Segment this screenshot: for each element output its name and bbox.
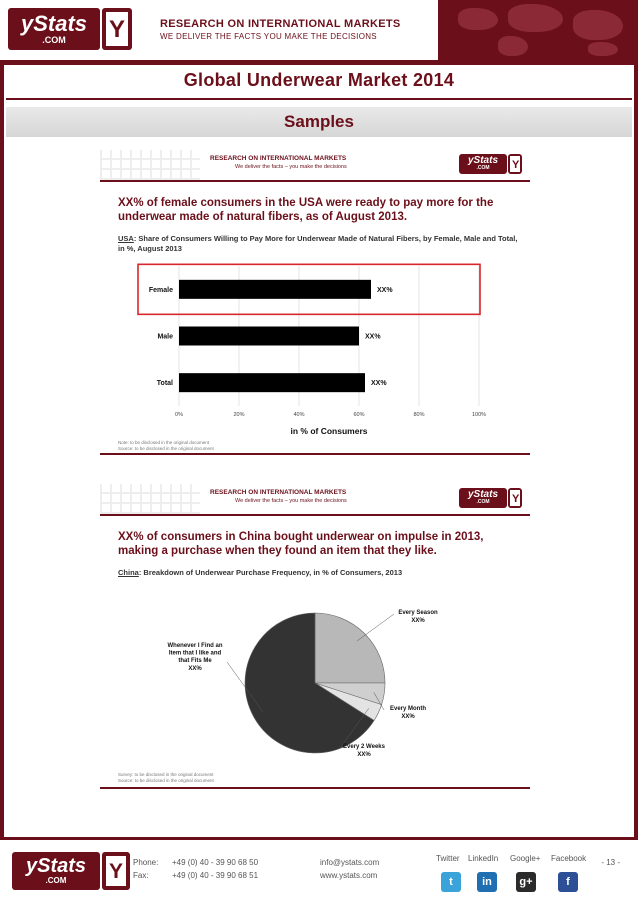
slide-header [100, 150, 530, 180]
facebook-label: Facebook [551, 854, 587, 863]
fax-number: +49 (0) 40 - 39 90 68 51 [172, 871, 259, 880]
x-tick-label: 80% [413, 412, 425, 418]
pie-chart [100, 592, 530, 772]
slide-title: XX% of consumers in China bought underwear on impulse in 2013, making a purchase when they found an item that they like. [118, 531, 484, 558]
bar [179, 327, 359, 346]
linkedin-icon[interactable]: in [477, 872, 497, 892]
slice-value-label: XX% [411, 618, 425, 624]
slide-subtitle [118, 234, 518, 254]
x-tick-label: 100% [471, 412, 487, 418]
bar [179, 373, 365, 392]
sample-slide-1 [100, 150, 530, 455]
footer-logo-y: Y [106, 856, 126, 886]
survey-line: Survey: to be disclosed in the original document [118, 772, 214, 777]
slide-subtitle-country: USA [118, 234, 134, 243]
slice-category-label: Item that I like and [168, 650, 222, 657]
section-title: Samples [284, 112, 354, 131]
note-line: Note: to be disclosed in the original document [118, 440, 210, 445]
slide-subtitle-country: China [118, 568, 139, 577]
leader-line [357, 614, 394, 641]
slice-category-label: Whenever I Find an [167, 643, 223, 649]
x-axis-label: in % of Consumers [290, 426, 368, 436]
slide-subtitle [118, 568, 518, 578]
fax-label: Fax: [133, 871, 149, 880]
source-line: Source: to be disclosed in the original document [118, 778, 214, 784]
slice-value-label: XX% [401, 714, 415, 720]
page-title: Global Underwear Market 2014 [183, 70, 455, 90]
footer-logo[interactable] [12, 852, 130, 890]
x-tick-label: 0% [175, 412, 183, 418]
logo-y-mark: Y [106, 12, 128, 46]
data-label: XX% [365, 333, 381, 341]
x-tick-label: 40% [293, 412, 305, 418]
category-label: Female [148, 286, 173, 294]
footer-logo-com: .COM [45, 876, 67, 885]
ystats-logo[interactable] [8, 8, 132, 50]
slide-header-main: RESEARCH ON INTERNATIONAL MARKETS [210, 489, 347, 496]
page-header [0, 0, 638, 60]
slide-header-main: RESEARCH ON INTERNATIONAL MARKETS [210, 155, 347, 162]
category-label: Total [156, 380, 173, 388]
slice-value-label: XX% [357, 752, 371, 758]
twitter-label: Twitter [436, 854, 460, 863]
page-footer [0, 840, 638, 903]
slide-logo-com: .COM [476, 165, 490, 171]
email-link[interactable]: info@ystats.com [320, 858, 380, 867]
category-label: Male [157, 333, 173, 341]
pie-slice [315, 613, 385, 683]
slice-value-label: XX% [188, 666, 202, 672]
source-line: Source: to be disclosed in the original document [118, 446, 214, 452]
googleplus-label: Google+ [510, 854, 541, 863]
slide-bottom-line [100, 787, 530, 789]
logo-com: .COM [42, 35, 66, 45]
world-map-decoration [438, 0, 638, 60]
twitter-icon[interactable]: t [441, 872, 461, 892]
slide-header [100, 484, 530, 514]
slide-bottom-line [100, 453, 530, 455]
slide-note [118, 772, 214, 784]
slide-header-sub: We deliver the facts – you make the decisions [235, 164, 347, 170]
slide-header-divider [100, 180, 530, 182]
googleplus-icon[interactable]: g+ [516, 872, 536, 892]
slide-logo-y: Y [510, 156, 520, 172]
sample-slide-2 [100, 484, 530, 789]
slide-title: XX% of female consumers in the USA were ready to pay more for the underwear made of natural fibers, as of August 2013. [118, 197, 494, 224]
slide-logo-y: Y [510, 490, 520, 506]
slice-category-label: Every Month [389, 706, 427, 712]
slide-note [118, 440, 214, 452]
bar [179, 280, 371, 299]
slide-logo [459, 154, 522, 174]
linkedin-label: LinkedIn [468, 854, 499, 863]
slide-header-divider [100, 514, 530, 516]
slice-category-label: that Fits Me [178, 658, 212, 664]
slide-subtitle-text: : Share of Consumers Willing to Pay More for Underwear Made of Natural Fibers, by Female, Male and Total, in %, August 2013 [118, 234, 518, 253]
slice-category-label: Every Season [398, 610, 438, 616]
slide-logo-text: yStats [467, 489, 498, 500]
website-link[interactable]: www.ystats.com [320, 871, 378, 880]
slice-category-label: Every 2 Weeks [343, 744, 385, 750]
data-label: XX% [371, 380, 387, 388]
x-tick-label: 20% [233, 412, 245, 418]
slide-logo [459, 488, 522, 508]
page-number: - 13 - [601, 858, 620, 867]
facebook-icon[interactable]: f [558, 872, 578, 892]
globe-decoration [100, 150, 200, 180]
slide-logo-text: yStats [467, 155, 498, 166]
title-underline [6, 98, 632, 100]
slide-header-sub: We deliver the facts – you make the decisions [235, 498, 347, 504]
phone-number[interactable]: +49 (0) 40 - 39 90 68 50 [172, 858, 259, 867]
header-tagline-sub: WE DELIVER THE FACTS YOU MAKE THE DECISIONS [160, 32, 377, 41]
x-tick-label: 60% [353, 412, 365, 418]
bar-chart [100, 258, 530, 438]
phone-label: Phone: [133, 858, 159, 867]
footer-logo-text: yStats [25, 855, 87, 877]
globe-decoration [100, 484, 200, 514]
slide-logo-com: .COM [476, 499, 490, 505]
header-tagline-main: RESEARCH ON INTERNATIONAL MARKETS [160, 18, 401, 30]
logo-text: yStats [20, 11, 88, 36]
slide-subtitle-text: : Breakdown of Underwear Purchase Frequency, in % of Consumers, 2013 [138, 568, 403, 577]
data-label: XX% [377, 286, 393, 294]
